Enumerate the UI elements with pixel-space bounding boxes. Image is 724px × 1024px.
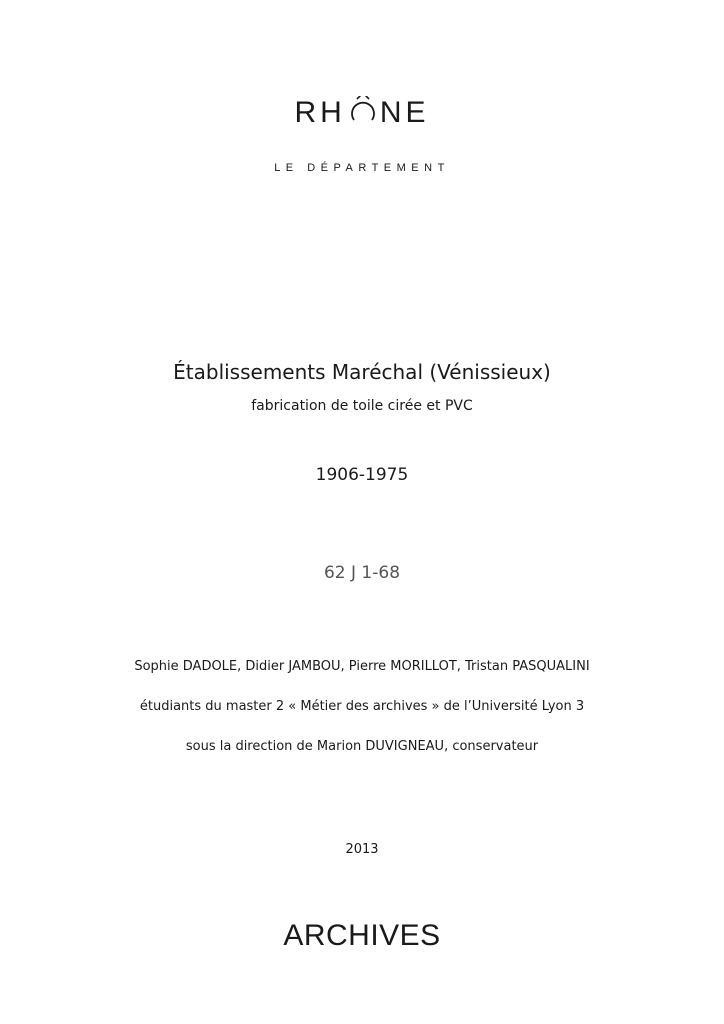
rhone-logo — [0, 82, 724, 182]
direction-line: sous la direction de Marion DUVIGNEAU, conservateur — [185, 739, 539, 754]
publication-year: 2013 — [345, 842, 379, 857]
logo-letters-after: NE — [379, 96, 430, 129]
logo-o-with-circumflex-icon — [348, 96, 378, 126]
document-title: Établissements Maréchal (Vénissieux) — [173, 360, 551, 384]
archive-reference: 62 J 1-68 — [323, 563, 401, 583]
authors-line: Sophie DADOLE, Didier JAMBOU, Pierre MORILLOT, Tristan PASQUALINI — [134, 659, 590, 674]
document-subtitle: fabrication de toile cirée et PVC — [251, 398, 473, 414]
date-range: 1906-1975 — [315, 465, 409, 485]
logo-letters-before: RH — [294, 96, 346, 129]
archives-footer: ARCHIVES — [283, 919, 441, 952]
logo-wordmark — [0, 96, 724, 130]
logo-subtitle: LE DÉPARTEMENT — [274, 162, 450, 174]
students-line: étudiants du master 2 « Métier des archives » de l’Université Lyon 3 — [139, 699, 585, 714]
